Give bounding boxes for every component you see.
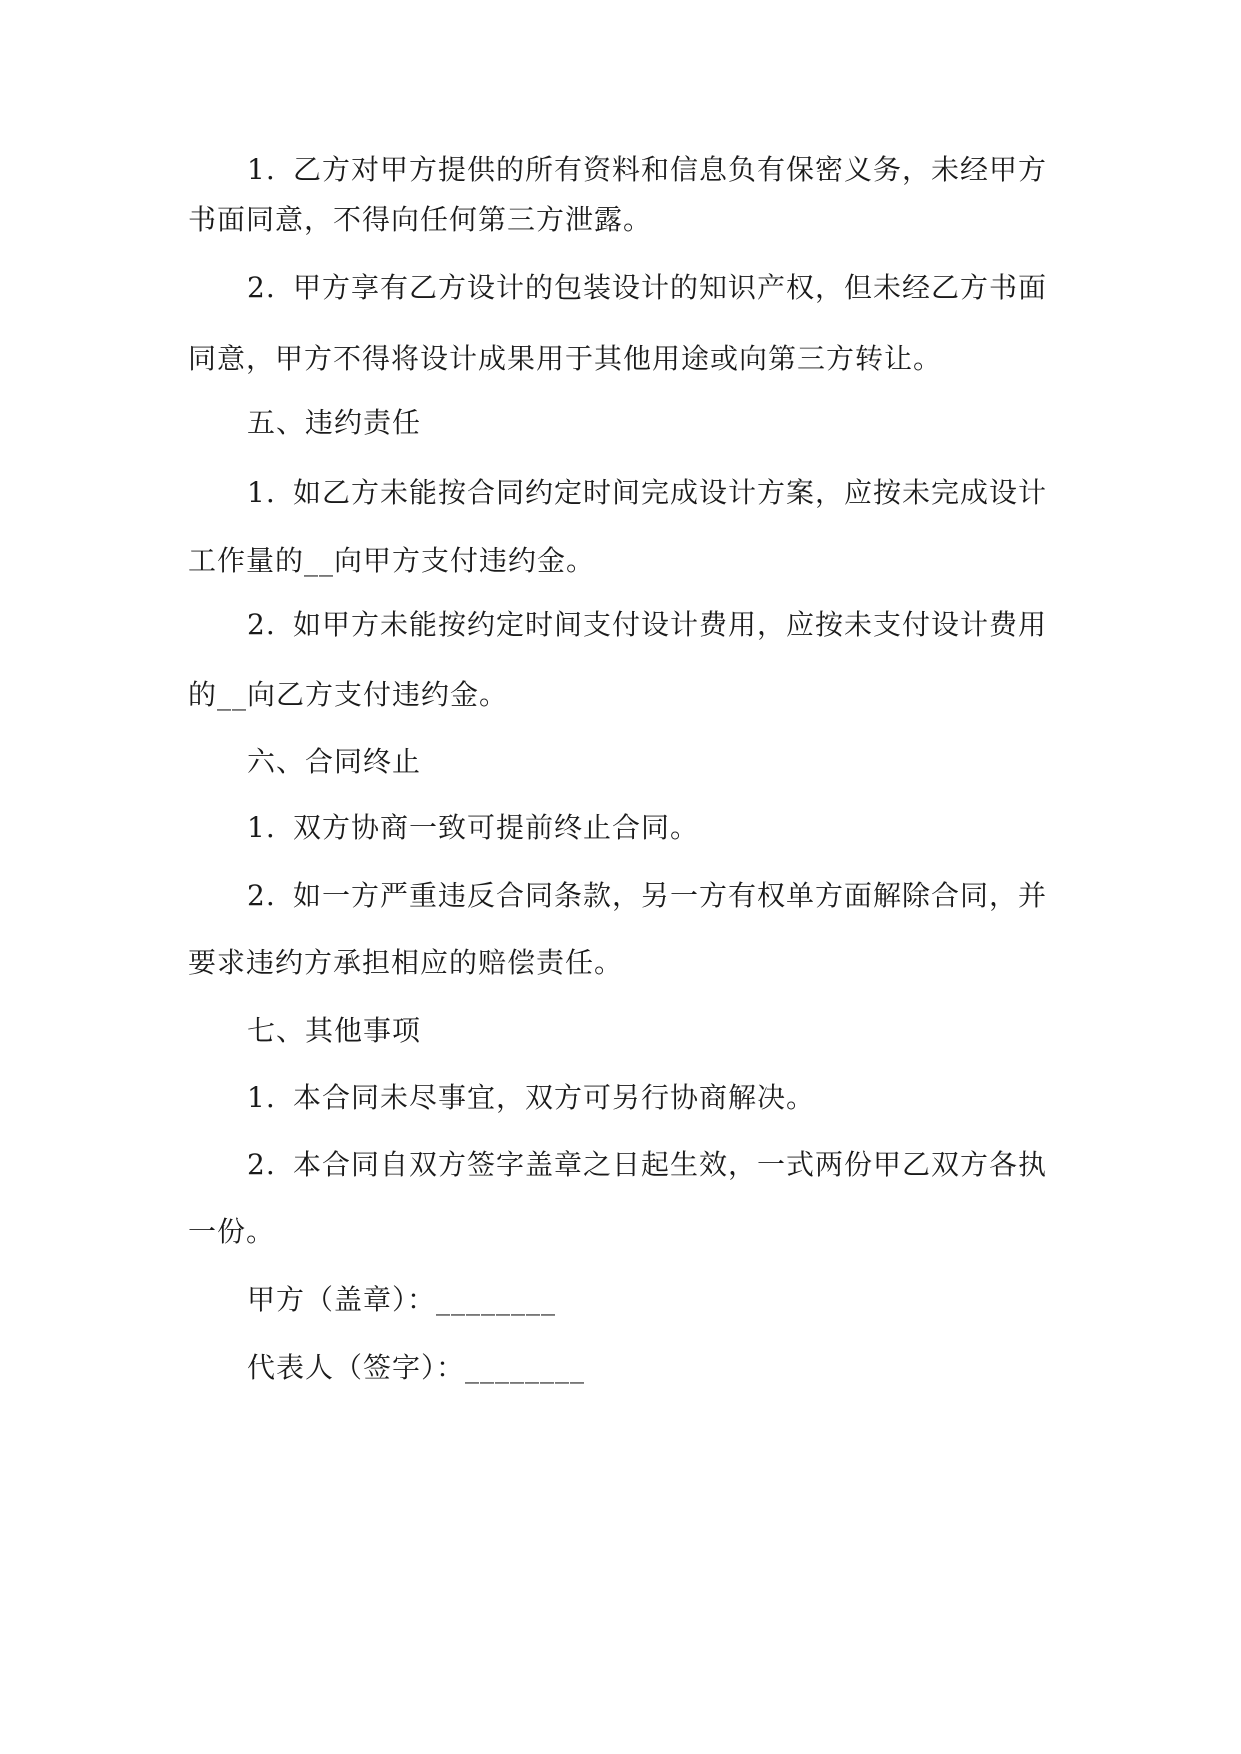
paragraph-text: 本合同未尽事宜，双方可另行协商解决。: [293, 1081, 816, 1114]
paragraph-line: [0, 1145, 1241, 1185]
paragraph-line: 同意，甲方不得将设计成果用于其他用途或向第三方转让。: [188, 342, 943, 375]
item-number: 1.: [247, 476, 276, 509]
paragraph-line: 要求违约方承担相应的赔偿责任。: [188, 946, 624, 979]
paragraph-text: 双方协商一致可提前终止合同。: [293, 811, 700, 844]
paragraph-line: 工作量的__向甲方支付违约金。: [188, 544, 596, 577]
item-number: 2.: [247, 879, 276, 912]
paragraph-line: [0, 268, 1241, 308]
section-heading: 七、其他事项: [247, 1014, 422, 1047]
paragraph-text: 如一方严重违反合同条款，另一方有权单方面解除合同，并: [293, 879, 1048, 912]
signature-party-a: 甲方（盖章）：________: [247, 1283, 557, 1316]
item-number: 2.: [247, 608, 276, 641]
paragraph-line: 的__向乙方支付违约金。: [188, 678, 509, 711]
paragraph-line: [0, 876, 1241, 916]
paragraph-line: [0, 150, 1241, 190]
paragraph-line: 一份。: [188, 1215, 276, 1248]
paragraph-line: [0, 808, 1241, 848]
item-number: 2.: [247, 271, 276, 304]
paragraph-text: 本合同自双方签字盖章之日起生效，一式两份甲乙双方各执: [293, 1148, 1048, 1181]
item-number: 1.: [247, 811, 276, 844]
paragraph-line: [0, 605, 1241, 645]
section-heading: 五、违约责任: [247, 406, 422, 439]
paragraph-line: 书面同意，不得向任何第三方泄露。: [188, 203, 653, 236]
paragraph-text: 甲方享有乙方设计的包装设计的知识产权，但未经乙方书面: [293, 271, 1048, 304]
signature-representative: 代表人（签字）：________: [247, 1351, 586, 1384]
paragraph-text: 如甲方未能按约定时间支付设计费用，应按未支付设计费用: [293, 608, 1048, 641]
section-heading: 六、合同终止: [247, 745, 422, 778]
paragraph-text: 乙方对甲方提供的所有资料和信息负有保密义务，未经甲方: [293, 153, 1048, 186]
item-number: 1.: [247, 1081, 276, 1114]
paragraph-line: [0, 473, 1241, 513]
item-number: 2.: [247, 1148, 276, 1181]
item-number: 1.: [247, 153, 276, 186]
paragraph-text: 如乙方未能按合同约定时间完成设计方案，应按未完成设计: [293, 476, 1048, 509]
paragraph-line: [0, 1078, 1241, 1118]
